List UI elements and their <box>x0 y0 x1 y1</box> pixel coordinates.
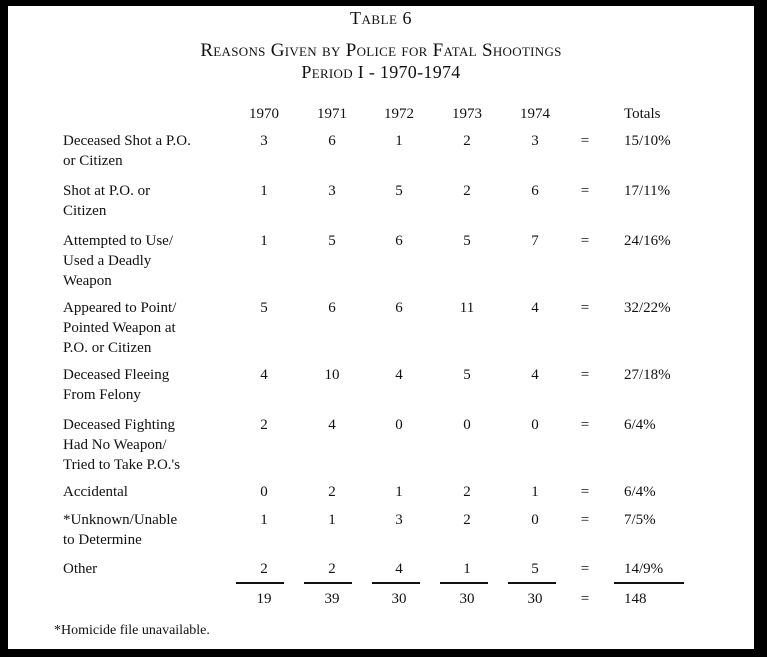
cell-value: 7 <box>531 233 539 249</box>
cell-value: 3 <box>328 183 336 199</box>
column-header-1973: 1973 <box>452 106 482 122</box>
row-label <box>63 298 233 358</box>
footnote: *Homicide file unavailable. <box>54 623 210 638</box>
cell-value: 5 <box>328 233 336 249</box>
cell-value: 1 <box>463 561 471 577</box>
cell-value: 4 <box>395 561 403 577</box>
row-label <box>63 415 233 475</box>
row-label-line: Appeared to Point/ <box>63 300 177 316</box>
cell-value: 0 <box>260 484 268 500</box>
row-total: 6/4% <box>624 417 656 433</box>
row-total: 24/16% <box>624 233 671 249</box>
column-header-totals: Totals <box>624 106 661 122</box>
cell-value: 2 <box>328 484 336 500</box>
cell-value: 6 <box>395 300 403 316</box>
row-total: 27/18% <box>624 367 671 383</box>
sum-underline <box>440 582 488 584</box>
row-total: 15/10% <box>624 133 671 149</box>
cell-value: 2 <box>328 561 336 577</box>
equals-sign: = <box>580 591 590 607</box>
cell-value: 1 <box>328 512 336 528</box>
cell-value: 6 <box>328 300 336 316</box>
cell-value: 2 <box>463 484 471 500</box>
row-label <box>63 131 233 171</box>
row-label-line: to Determine <box>63 532 142 548</box>
row-label-line: or Citizen <box>63 153 123 169</box>
cell-value: 1 <box>260 512 268 528</box>
row-total: 14/9% <box>624 561 664 577</box>
cell-value: 2 <box>463 512 471 528</box>
row-label-line: Had No Weapon/ <box>63 437 167 453</box>
cell-value: 2 <box>260 417 268 433</box>
row-total: 32/22% <box>624 300 671 316</box>
cell-value: 0 <box>395 417 403 433</box>
column-header-1972: 1972 <box>384 106 414 122</box>
sum-underline <box>508 582 556 584</box>
equals-sign: = <box>580 300 590 316</box>
cell-value: 4 <box>531 300 539 316</box>
cell-value: 6 <box>531 183 539 199</box>
row-label <box>63 365 233 405</box>
table-title: Reasons Given by Police for Fatal Shootings <box>200 40 562 61</box>
cell-value: 0 <box>531 512 539 528</box>
equals-sign: = <box>580 133 590 149</box>
column-header-1970: 1970 <box>249 106 279 122</box>
cell-value: 4 <box>531 367 539 383</box>
equals-sign: = <box>580 183 590 199</box>
cell-value: 5 <box>463 367 471 383</box>
cell-value: 4 <box>395 367 403 383</box>
row-label-line: From Felony <box>63 387 141 403</box>
equals-sign: = <box>580 561 590 577</box>
row-label-line: Citizen <box>63 203 107 219</box>
cell-value: 2 <box>260 561 268 577</box>
sum-underline <box>236 582 284 584</box>
cell-value: 4 <box>328 417 336 433</box>
cell-value: 4 <box>260 367 268 383</box>
cell-value: 0 <box>463 417 471 433</box>
row-label <box>63 181 233 221</box>
table-label: Table 6 <box>350 8 412 28</box>
row-label-line: Weapon <box>63 273 112 289</box>
row-total: 7/5% <box>624 512 656 528</box>
row-label-line: Shot at P.O. or <box>63 183 151 199</box>
cell-value: 1 <box>260 233 268 249</box>
equals-sign: = <box>580 512 590 528</box>
row-label-line: Other <box>63 561 98 577</box>
cell-value: 3 <box>395 512 403 528</box>
cell-value: 6 <box>328 133 336 149</box>
sum-underline <box>304 582 352 584</box>
cell-value: 3 <box>260 133 268 149</box>
cell-value: 1 <box>395 133 403 149</box>
cell-value: 5 <box>395 183 403 199</box>
row-label-line: P.O. or Citizen <box>63 340 152 356</box>
row-label-line: Attempted to Use/ <box>63 233 173 249</box>
cell-value: 1 <box>531 484 539 500</box>
row-total: 6/4% <box>624 484 656 500</box>
row-label-line: Deceased Fleeing <box>63 367 170 383</box>
column-header-1974: 1974 <box>520 106 550 122</box>
column-total: 19 <box>256 591 272 607</box>
cell-value: 3 <box>531 133 539 149</box>
row-label <box>63 559 233 579</box>
cell-value: 2 <box>463 183 471 199</box>
row-label-line: *Unknown/Unable <box>63 512 178 528</box>
row-label-line: Accidental <box>63 484 128 500</box>
column-total: 30 <box>459 591 475 607</box>
sum-underline <box>614 582 684 584</box>
row-label-line: Tried to Take P.O.'s <box>63 457 181 473</box>
row-label-line: Deceased Fighting <box>63 417 176 433</box>
column-total: 30 <box>527 591 543 607</box>
column-total: 39 <box>324 591 340 607</box>
grand-total: 148 <box>624 591 647 607</box>
column-total: 30 <box>391 591 407 607</box>
row-total: 17/11% <box>624 183 671 199</box>
row-label <box>63 510 233 550</box>
cell-value: 5 <box>260 300 268 316</box>
cell-value: 10 <box>324 367 340 383</box>
cell-value: 1 <box>260 183 268 199</box>
row-label-line: Deceased Shot a P.O. <box>63 133 191 149</box>
cell-value: 2 <box>463 133 471 149</box>
equals-sign: = <box>580 417 590 433</box>
cell-value: 5 <box>531 561 539 577</box>
equals-sign: = <box>580 233 590 249</box>
cell-value: 11 <box>459 300 475 316</box>
sum-underline <box>372 582 420 584</box>
cell-value: 6 <box>395 233 403 249</box>
document-page <box>8 6 754 649</box>
row-label-line: Used a Deadly <box>63 253 152 269</box>
cell-value: 5 <box>463 233 471 249</box>
cell-value: 1 <box>395 484 403 500</box>
equals-sign: = <box>580 367 590 383</box>
equals-sign: = <box>580 484 590 500</box>
table-subtitle: Period I - 1970-1974 <box>301 62 461 82</box>
row-label <box>63 231 233 291</box>
row-label-line: Pointed Weapon at <box>63 320 176 336</box>
column-header-1971: 1971 <box>317 106 347 122</box>
cell-value: 0 <box>531 417 539 433</box>
row-label <box>63 482 233 502</box>
